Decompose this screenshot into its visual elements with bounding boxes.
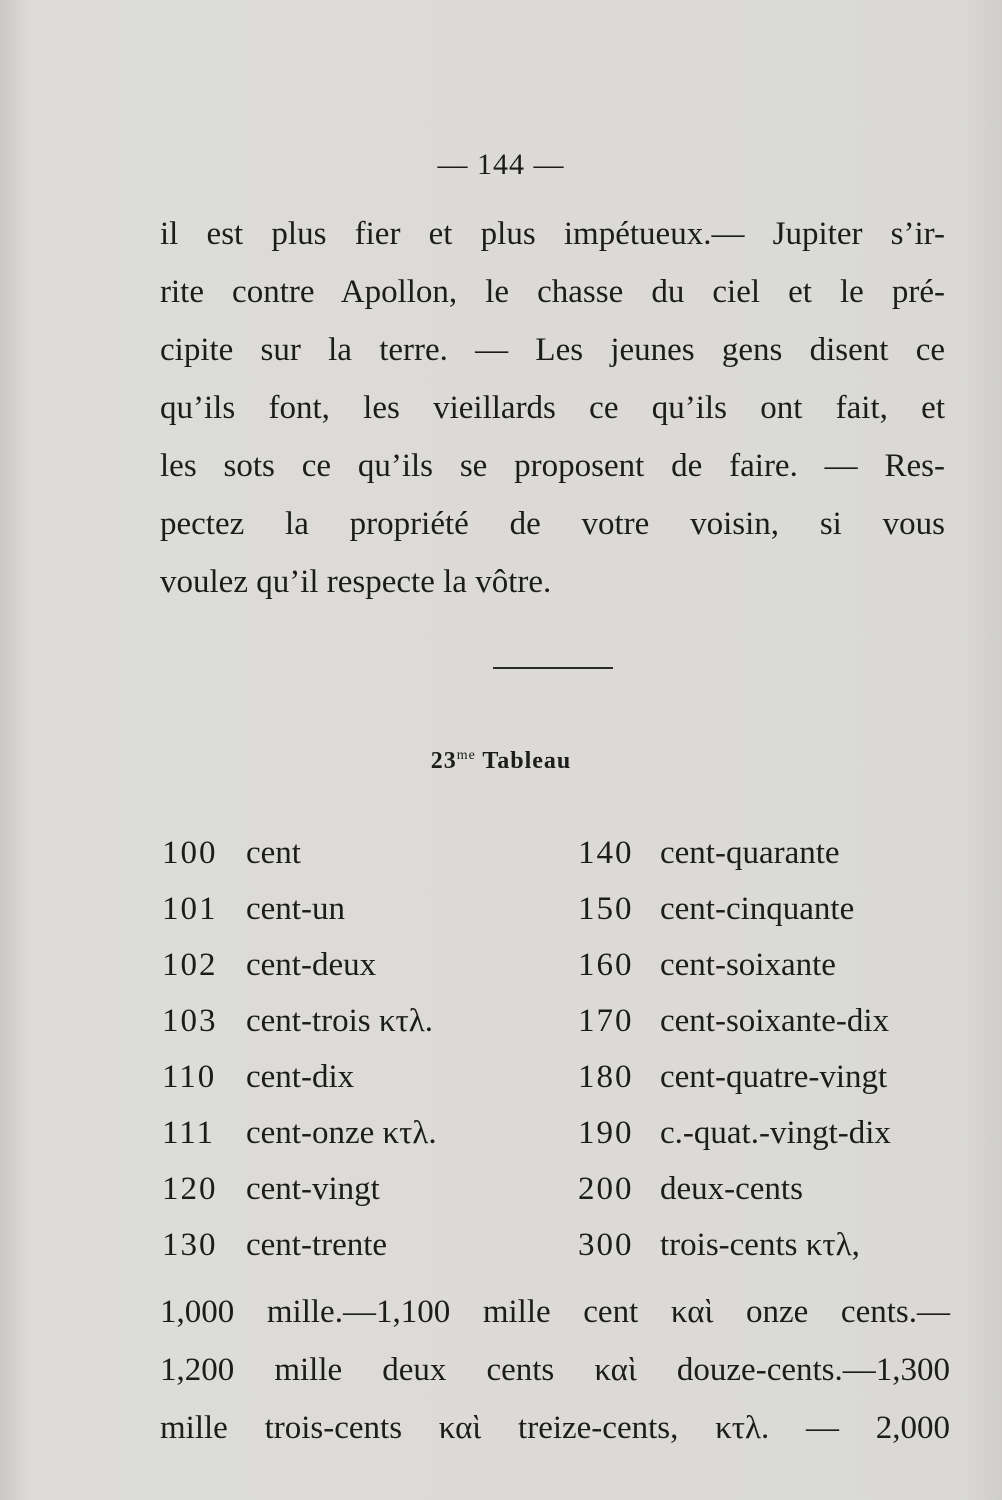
prose-line: il est plus fier et plus impétueux.— Jupiter s’ir- <box>160 216 945 252</box>
number-cell: 111 <box>162 1115 216 1151</box>
page-number: — 144 — <box>437 148 565 181</box>
number-cell: 140 <box>578 835 634 871</box>
tail-line: 1,000 mille.—1,100 mille cent καὶ onze cents.— <box>160 1294 950 1330</box>
number-cell: 103 <box>162 1003 218 1039</box>
tail-line: 1,200 mille deux cents καὶ douze-cents.—1,300 <box>160 1352 950 1388</box>
word-cell: cent <box>246 835 301 871</box>
number-cell: 170 <box>578 1003 634 1039</box>
section-title: Tableau <box>482 748 572 774</box>
prose-line: rite contre Apollon, le chasse du ciel et le pré- <box>160 274 945 310</box>
word-cell: cent-cinquante <box>660 891 855 927</box>
section-ordinal-suffix: me <box>456 748 476 763</box>
table-row <box>160 1115 960 1171</box>
word-cell: cent-quatre-vingt <box>660 1059 888 1095</box>
word-cell: c.-quat.-vingt-dix <box>660 1115 891 1151</box>
prose-line: qu’ils font, les vieillards ce qu’ils ont fait, et <box>160 390 945 426</box>
table-row <box>160 1171 960 1227</box>
number-cell: 100 <box>162 835 218 871</box>
word-cell: cent-onze κτλ. <box>246 1115 437 1151</box>
number-cell: 120 <box>162 1171 218 1207</box>
section-heading <box>0 748 1002 775</box>
table-row <box>160 891 960 947</box>
word-cell: cent-deux <box>246 947 377 983</box>
number-cell: 160 <box>578 947 634 983</box>
word-cell: cent-trois κτλ. <box>246 1003 434 1039</box>
word-cell: cent-quarante <box>660 835 840 871</box>
table-row <box>160 1003 960 1059</box>
number-cell: 190 <box>578 1115 634 1151</box>
table-row <box>160 835 960 891</box>
prose-line: cipite sur la terre. — Les jeunes gens disent ce <box>160 332 945 368</box>
number-cell: 102 <box>162 947 218 983</box>
word-cell: deux-cents <box>660 1171 803 1207</box>
number-cell: 200 <box>578 1171 634 1207</box>
number-cell: 150 <box>578 891 634 927</box>
numbers-table <box>160 835 960 1283</box>
table-row <box>160 1227 960 1283</box>
tail-line: mille trois-cents καὶ treize-cents, κτλ. — 2,000 <box>160 1410 950 1446</box>
word-cell: cent-vingt <box>246 1171 380 1207</box>
section-ordinal: 23 <box>430 748 457 774</box>
word-cell: cent-trente <box>246 1227 388 1263</box>
word-cell: cent-soixante-dix <box>660 1003 890 1039</box>
number-cell: 130 <box>162 1227 218 1263</box>
number-cell: 300 <box>578 1227 634 1263</box>
tail-paragraph <box>160 1283 950 1457</box>
prose-line: pectez la propriété de votre voisin, si vous <box>160 506 945 542</box>
table-row <box>160 947 960 1003</box>
table-row <box>160 1059 960 1115</box>
word-cell: cent-dix <box>246 1059 355 1095</box>
prose-line: les sots ce qu’ils se proposent de faire. — Res- <box>160 448 945 484</box>
word-cell: trois-cents κτλ, <box>660 1227 860 1263</box>
number-cell: 110 <box>162 1059 217 1095</box>
section-divider <box>493 667 613 669</box>
number-cell: 101 <box>162 891 218 927</box>
word-cell: cent-soixante <box>660 947 836 983</box>
prose-paragraph <box>160 205 945 611</box>
prose-line: voulez qu’il respecte la vôtre. <box>160 564 552 600</box>
number-cell: 180 <box>578 1059 634 1095</box>
word-cell: cent-un <box>246 891 345 927</box>
